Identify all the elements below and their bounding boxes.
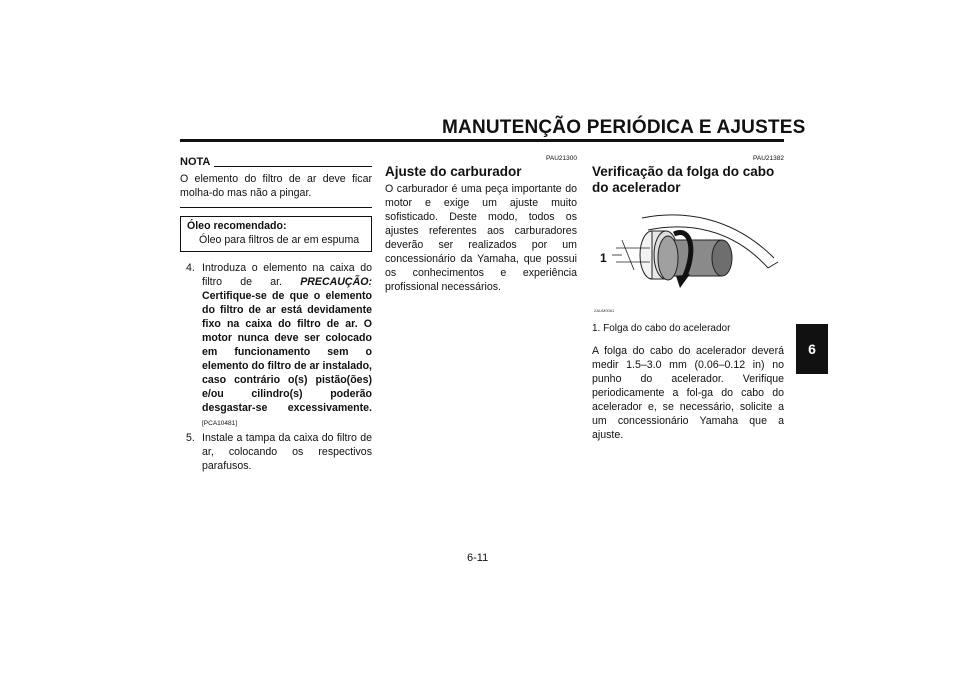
section-title: Verificação da folga do cabo do acelerador	[592, 164, 775, 195]
note-bottom-rule	[180, 207, 372, 208]
section-code: PAU21382	[753, 155, 784, 162]
step-body	[202, 261, 372, 431]
step-text: Introduza o elemento na caixa do filtro de ar.	[202, 262, 372, 288]
note-label: NOTA	[180, 156, 211, 168]
illustration-code: ZAUM0081	[594, 308, 615, 313]
recommended-oil-box	[180, 216, 372, 252]
column-2	[385, 155, 577, 294]
caution-text: Certifique-se de que o elemento do filtro de ar está devidamente fixo na caixa do filtro de ar. O motor nunca deve ser colocado em funcionamento sem o elemento do filtro de ar instalado, caso contrário o(s) pistão(ões) e/ou cilindro(s) poderão desgastar-se excessivamente.	[202, 290, 372, 414]
caution-label: PRECAUÇÃO:	[300, 276, 372, 288]
figure-caption	[592, 322, 784, 336]
note-text: O elemento do filtro de ar deve ficar molha-do mas não a pingar.	[180, 173, 372, 199]
section-code: PAU21300	[546, 155, 577, 162]
caution-code: [PCA10481]	[202, 420, 238, 427]
recommended-oil-value: Óleo para filtros de ar em espuma	[199, 234, 360, 246]
throttle-illustration	[592, 200, 784, 318]
step-number: 4.	[186, 262, 195, 274]
page-header-title: MANUTENÇÃO PERIÓDICA E AJUSTES	[442, 117, 806, 138]
section-text: O carburador é uma peça importante do motor e exige um ajuste muito sofisticado. Deste modo, todos os ajustes referentes aos carburadores deverão ser realizados por um concessionário da Yamaha, que possui os conhecimentos e experiência profissional necessários.	[385, 183, 577, 293]
illustration-label: 1	[600, 251, 607, 265]
note-header	[180, 155, 372, 169]
step-4	[180, 261, 372, 431]
steps-list	[180, 261, 372, 473]
chapter-tab: 6	[796, 324, 828, 374]
throttle-grip-drawing	[592, 200, 784, 318]
step-5	[180, 431, 372, 473]
caption-text: Folga do cabo do acelerador	[603, 323, 731, 334]
step-text: Instale a tampa da caixa do filtro de ar, colocando os respectivos parafusos.	[202, 432, 372, 472]
section-title: Ajuste do carburador	[385, 164, 522, 179]
page-number: 6-11	[467, 552, 489, 564]
recommended-oil-title: Óleo recomendado:	[187, 220, 287, 232]
caption-number: 1.	[592, 323, 601, 334]
header-rule	[180, 139, 784, 142]
note-rule	[214, 166, 372, 167]
column-3	[592, 155, 784, 442]
column-1	[180, 155, 372, 473]
step-number: 5.	[186, 432, 195, 444]
section-text: A folga do cabo do acelerador deverá medir 1.5–3.0 mm (0.06–0.12 in) no punho do acelerador. Verifique periodicamente a fol-ga do cabo do acelerador e, se necessário, solicite a um concessionário Yamaha que a ajuste.	[592, 345, 784, 441]
